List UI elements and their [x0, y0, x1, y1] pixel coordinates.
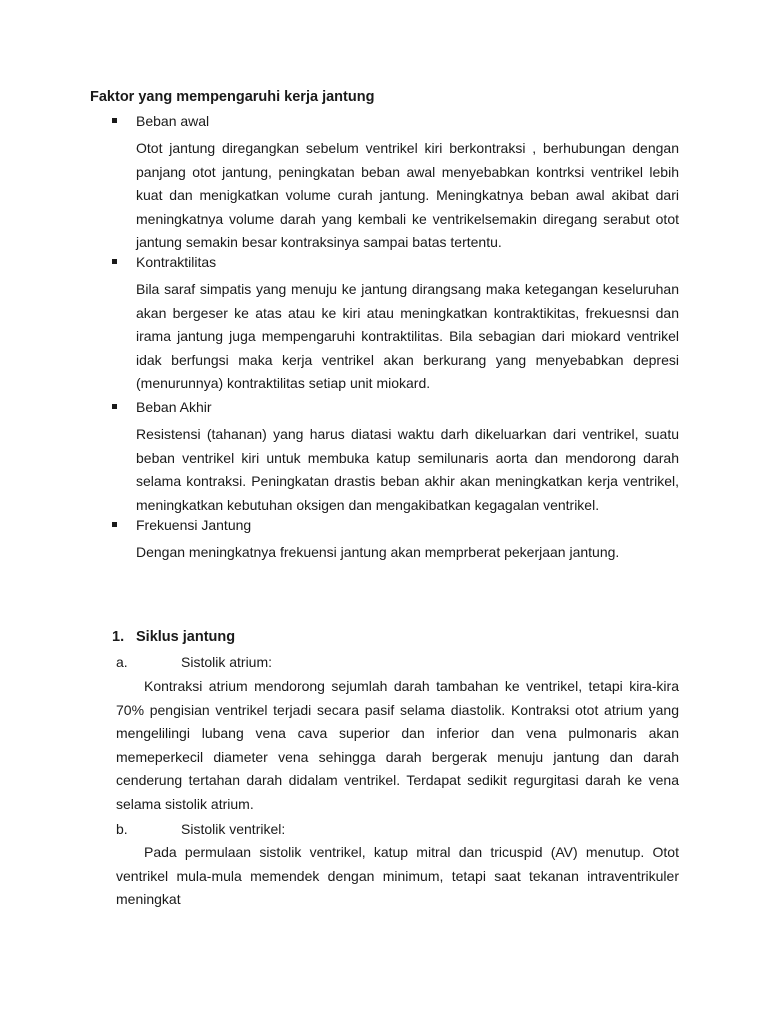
factor-heading: Frekuensi Jantung — [136, 517, 252, 533]
sub-item-letter: b. — [116, 821, 128, 837]
page-title: Faktor yang mempengaruhi kerja jantung — [90, 89, 375, 105]
factor-heading: Beban awal — [136, 113, 210, 129]
section-heading — [112, 629, 235, 645]
section-number: 1. — [112, 629, 125, 645]
section-title: Siklus jantung — [136, 629, 236, 645]
sub-item-title: Sistolik ventrikel: — [181, 821, 286, 837]
sub-item-paragraph: Pada permulaan sistolik ventrikel, katup mitral dan tricuspid (AV) menutup. Otot ventrikel mula-mula memendek dengan minimum, tetapi saat tekanan intraventrikuler meningkat — [116, 844, 679, 908]
sub-item-title: Sistolik atrium: — [181, 654, 273, 670]
sub-item-letter: a. — [116, 654, 128, 670]
factor-body: Resistensi (tahanan) yang harus diatasi waktu darh dikeluarkan dari ventrikel, suatu beban ventrikel kiri untuk membuka katup semilunaris aorta dan mendorong darah selama kontraksi. Peningkatan drastis beban akhir akan meningkatkan kerja ventrikel, meningkatkan kebutuhan oksigen dan mengakibatkan kegagalan ventrikel. — [136, 426, 679, 513]
factor-body: Otot jantung diregangkan sebelum ventrikel kiri berkontraksi , berhubungan dengan panjang otot jantung, peningkatan beban awal menyebabkan kontrksi ventrikel lebih kuat dan menigkatkan volume curah jantung. Meningkatnya beban awal akibat dari meningkatnya volume darah yang kembali ke ventrikelsemakin diregang serabut otot jantung semakin besar kontraksinya sampai batas tertentu. — [136, 140, 679, 251]
square-bullet-icon — [112, 259, 117, 264]
square-bullet-icon — [112, 522, 117, 527]
factor-heading: Kontraktilitas — [136, 254, 217, 270]
factor-body: Bila saraf simpatis yang menuju ke jantung dirangsang maka ketegangan keseluruhan akan bergeser ke atas atau ke kiri atau meningkatkan kontraktikitas, frekuesnsi dan irama jantung juga mempengaruhi kontraktilitas. Bila sebagian dari miokard ventrikel idak berfungsi maka kerja ventrikel akan berkurang yang menyebabkan depresi (menurunnya) kontraktilitas setiap unit miokard. — [136, 281, 679, 392]
factor-heading: Beban Akhir — [136, 399, 212, 415]
square-bullet-icon — [112, 118, 117, 123]
factor-body: Dengan meningkatnya frekuensi jantung akan memprberat pekerjaan jantung. — [136, 544, 620, 560]
sub-item-paragraph: Kontraksi atrium mendorong sejumlah darah tambahan ke ventrikel, tetapi kira-kira 70% pengisian ventrikel terjadi secara pasif selama diastolik. Kontraksi otot atrium yang mengelilingi lubang vena cava superior dan inferior dan vena pulmonaris akan memeperkecil diameter vena sehingga darah bergerak menuju jantung dan darah cenderung tertahan darah didalam ventrikel. Terdapat sedikit regurgitasi darah ke vena selama sistolik atrium. — [116, 678, 679, 812]
square-bullet-icon — [112, 404, 117, 409]
